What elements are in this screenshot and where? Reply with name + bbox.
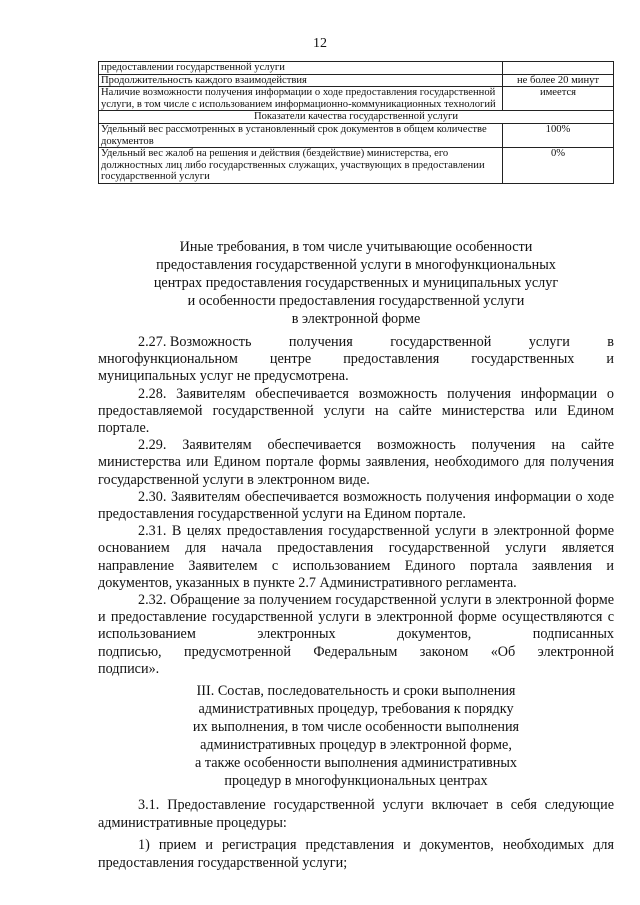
table-cell-value: имеется: [503, 87, 614, 111]
paragraph-2-27: [98, 334, 614, 386]
table-cell-text: Продолжительность каждого взаимодействия: [99, 74, 503, 87]
heading-line: административных процедур в электронной форме,: [200, 737, 512, 753]
table-cell-text: Удельный вес жалоб на решения и действия (бездействие) министерства, его должностных лиц либо государственных служащих, участвующих в предоставлении государственной услуги: [99, 148, 503, 184]
table-row: [99, 87, 614, 111]
word: Федеральным: [313, 643, 398, 660]
word: и: [606, 351, 614, 368]
paragraph-line: муниципальных услуг не предусмотрена.: [98, 368, 349, 385]
word: государственных: [471, 351, 575, 368]
word: предоставления: [343, 351, 440, 368]
word: государственной: [390, 334, 492, 350]
heading-line: а также особенности выполнения административных: [195, 755, 517, 771]
heading-line: III. Состав, последовательность и сроки выполнения: [196, 683, 516, 699]
paragraph-3-1: 3.1. Предоставление государственной услуги включает в себя следующие административные процедуры:: [98, 797, 614, 831]
paragraph-2-30: 2.30. Заявителям обеспечивается возможность получения информации о ходе предоставления государственной услуги на Едином портале.: [98, 488, 614, 523]
word: законом: [419, 643, 469, 660]
table-section-header-row: [99, 111, 614, 124]
table-row: [99, 123, 614, 147]
table-row: [99, 62, 614, 75]
paragraph-2-29: 2.29. Заявителям обеспечивается возможность получения на сайте министерства или Едином портале формы заявления, необходимого для получения государственной услуги в электронном виде.: [98, 437, 614, 488]
paragraph-3-1-1: 1) прием и регистрация представления и документов, необходимых для предоставления государственной услуги;: [98, 837, 614, 871]
word: многофункциональном: [98, 351, 238, 368]
word: «Об: [490, 643, 516, 660]
heading-line: их выполнения, в том числе особенности выполнения: [192, 719, 520, 735]
paragraph-2-32: [98, 592, 614, 678]
table-cell-text: предоставлении государственной услуги: [99, 62, 503, 75]
table-cell-value: 100%: [503, 123, 614, 147]
word: подписью,: [98, 643, 162, 660]
heading-line: процедур в многофункциональных центрах: [224, 773, 488, 789]
heading-line: в электронной форме: [291, 311, 421, 327]
word: в: [607, 334, 614, 350]
word: 2.27. Возможность: [138, 334, 252, 350]
heading-line: и особенности предоставления государственной услуги: [187, 293, 525, 309]
heading-line: Иные требования, в том числе учитывающие особенности: [179, 239, 533, 255]
table-cell-text: Удельный вес рассмотренных в установленный срок документов в общем количестве документов: [99, 123, 503, 147]
section-heading-iii: [98, 682, 614, 790]
table-row: [99, 148, 614, 184]
word: электронной: [537, 643, 614, 660]
page-number: 12: [313, 36, 327, 51]
table-cell-value: не более 20 минут: [503, 74, 614, 87]
heading-line: предоставления государственной услуги в многофункциональных: [156, 257, 556, 273]
table-cell-value: 0%: [503, 148, 614, 184]
paragraph-line: [98, 644, 614, 661]
word: центре: [269, 351, 312, 368]
paragraph-line: [98, 334, 614, 351]
paragraph-2-31: 2.31. В целях предоставления государственной услуги в электронной форме основанием для начала предоставления государственной услуги является направление Заявителем с использованием Единого портала заявления и документов, указанных в пункте 2.7 Административного регламента.: [98, 523, 614, 591]
word: получения: [288, 334, 353, 350]
section-body-3: [98, 797, 614, 872]
word: услуги: [528, 334, 570, 350]
word: предусмотренной: [184, 643, 291, 660]
paragraph-2-28: 2.28. Заявителям обеспечивается возможность получения информации о предоставляемой государственной услуги на сайте министерства или Едином портале.: [98, 385, 614, 437]
table-section-header: Показатели качества государственной услуги: [99, 111, 614, 124]
quality-indicators-table: [98, 61, 614, 184]
heading-line: административных процедур, требования к порядку: [198, 701, 514, 717]
table-cell-value: [503, 62, 614, 75]
section-heading-other-requirements: [98, 238, 614, 328]
paragraph-line: [98, 351, 614, 368]
paragraph-main: 2.32. Обращение за получением государственной услуги в электронной форме и предоставление государственной услуги в электронной форме осуществляются с использованием электронных документов, подписанных: [98, 592, 614, 643]
section-body-2: [98, 334, 614, 678]
heading-line: центрах предоставления государственных и муниципальных услуг: [153, 275, 559, 291]
table-cell-text: Наличие возможности получения информации о ходе предоставления государственной услуги, в том числе с использованием информационно-коммуникационных технологий: [99, 87, 503, 111]
table-row: [99, 74, 614, 87]
paragraph-line: подписи».: [98, 660, 160, 677]
